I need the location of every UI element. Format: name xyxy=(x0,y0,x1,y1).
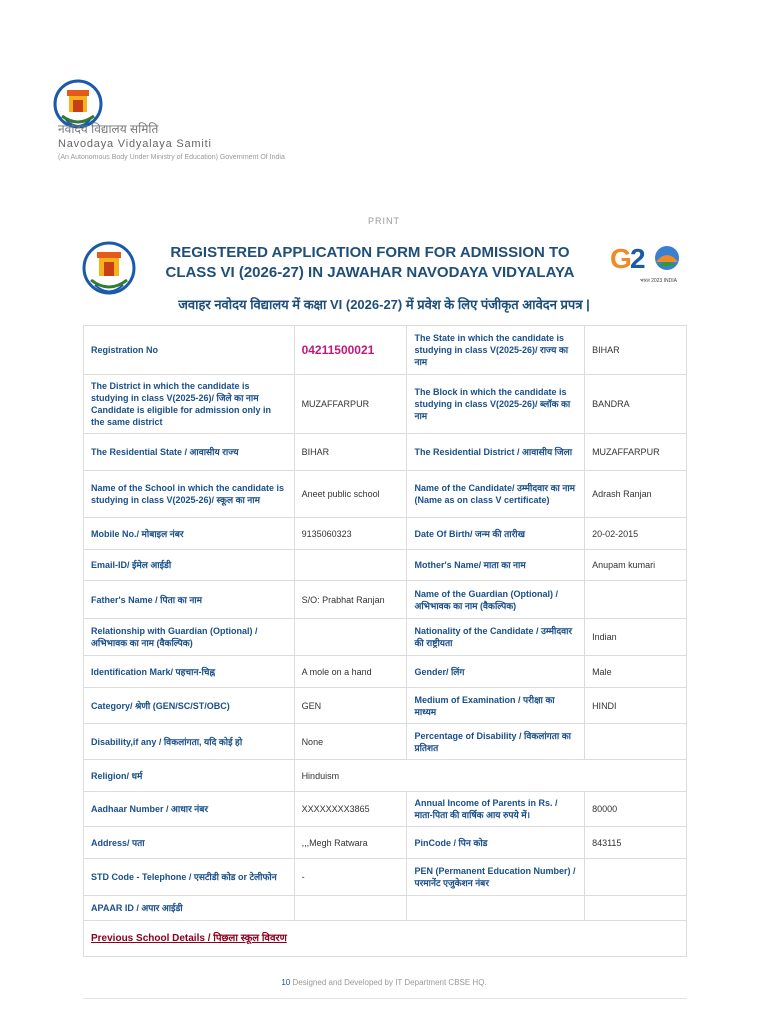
income-label: Annual Income of Parents in Rs. / माता-पिता की वार्षिक आय रुपये में। xyxy=(407,792,585,827)
apaar-label: APAAR ID / अपार आईडी xyxy=(84,896,295,921)
disability-label: Disability,if any / विकलांगता, यदि कोई हो xyxy=(84,724,295,760)
footer-divider xyxy=(83,998,687,999)
income-value: 80000 xyxy=(585,792,687,827)
org-name: Navodaya Vidyalaya Samiti xyxy=(58,138,212,150)
form-title-hindi: जवाहर नवोदय विद्यालय में कक्षा VI (2026-27) में प्रवेश के लिए पंजीकृत आवेदन प्रपत्र | xyxy=(178,297,590,312)
title-line-2: CLASS VI (2026-27) IN JAWAHAR NAVODAYA VIDYALAYA xyxy=(165,264,575,281)
relation-label: Relationship with Guardian (Optional) / अभिभावक का नाम (वैकल्पिक) xyxy=(84,619,295,656)
email-value xyxy=(294,550,407,581)
svg-text:2: 2 xyxy=(630,243,646,274)
candidate-value: Adrash Ranjan xyxy=(585,471,687,518)
disability-value: None xyxy=(294,724,407,760)
mobile-label: Mobile No./ मोबाइल नंबर xyxy=(84,518,295,550)
footer xyxy=(0,978,768,987)
res-district-label: The Residential District / आवासीय जिला xyxy=(407,434,585,471)
registration-number: 04211500021 xyxy=(301,342,375,357)
pen-value xyxy=(585,859,687,896)
address-label: Address/ पता xyxy=(84,827,295,859)
school-label: Name of the School in which the candidate is studying in class V(2025-26)/ स्कूल का नाम xyxy=(84,471,295,518)
print-button[interactable]: PRINT xyxy=(368,216,400,226)
address-value: ,,,Megh Ratwara xyxy=(294,827,407,859)
idmark-label: Identification Mark/ पहचान-चिह्न xyxy=(84,656,295,688)
pincode-value: 843115 xyxy=(585,827,687,859)
table-row xyxy=(84,471,687,518)
table-row xyxy=(84,656,687,688)
pen-label: PEN (Permanent Education Number) / परमानेंट एजुकेशन नंबर xyxy=(407,859,585,896)
svg-text:G: G xyxy=(610,243,632,274)
prev-school-cell xyxy=(84,921,687,957)
district-eligibility-note: Candidate is eligible for admission only in the same district xyxy=(91,405,272,427)
table-row xyxy=(84,375,687,434)
org-subtitle: (An Autonomous Body Under Ministry of Education) Government Of India xyxy=(58,154,285,161)
gender-label: Gender/ लिंग xyxy=(407,656,585,688)
nationality-label: Nationality of the Candidate / उम्मीदवार की राष्ट्रीयता xyxy=(407,619,585,656)
nationality-value: Indian xyxy=(585,619,687,656)
table-row xyxy=(84,581,687,619)
candidate-label: Name of the Candidate/ उम्मीदवार का नाम xyxy=(414,483,576,493)
religion-value: Hinduism xyxy=(294,760,686,792)
pincode-label: PinCode / पिन कोड xyxy=(407,827,585,859)
email-label: Email-ID/ ईमेल आईडी xyxy=(84,550,295,581)
father-label: Father's Name / पिता का नाम xyxy=(84,581,295,619)
std-label: STD Code - Telephone / एसटीडी कोड or टेलीफोन xyxy=(84,859,295,896)
gender-value: Male xyxy=(585,656,687,688)
idmark-value: A mole on a hand xyxy=(294,656,407,688)
form-title-english xyxy=(150,243,590,283)
res-state-label: The Residential State / आवासीय राज्य xyxy=(84,434,295,471)
table-row xyxy=(84,792,687,827)
aadhaar-label: Aadhaar Number / आधार नंबर xyxy=(84,792,295,827)
previous-school-link[interactable]: Previous School Details / पिछला स्कूल विवरण xyxy=(91,933,287,944)
res-district-value: MUZAFFARPUR xyxy=(585,434,687,471)
district-label-cell xyxy=(84,375,295,434)
school-value: Aneet public school xyxy=(294,471,407,518)
g20-logo xyxy=(610,240,690,288)
mother-label: Mother's Name/ माता का नाम xyxy=(407,550,585,581)
g20-subtitle: भारत 2023 INDIA xyxy=(640,278,677,284)
state-label: The State in which the candidate is studying in class V(2025-26)/ राज्य का नाम xyxy=(407,326,585,375)
father-value: S/O: Prabhat Ranjan xyxy=(294,581,407,619)
guardian-label: Name of the Guardian (Optional) / अभिभावक का नाम (वैकल्पिक) xyxy=(407,581,585,619)
registration-value xyxy=(294,326,407,375)
footer-page-number: 10 xyxy=(281,978,291,987)
table-row xyxy=(84,921,687,957)
aadhaar-value: XXXXXXXX3865 xyxy=(294,792,407,827)
state-value: BIHAR xyxy=(585,326,687,375)
table-row xyxy=(84,859,687,896)
apaar-value xyxy=(294,896,407,921)
medium-label: Medium of Examination / परीक्षा का माध्यम xyxy=(407,688,585,724)
block-value: BANDRA xyxy=(585,375,687,434)
disability-pct-value xyxy=(585,724,687,760)
application-table xyxy=(83,325,687,957)
category-value: GEN xyxy=(294,688,407,724)
table-row xyxy=(84,724,687,760)
table-row xyxy=(84,326,687,375)
candidate-label-cell xyxy=(407,471,585,518)
dob-value: 20-02-2015 xyxy=(585,518,687,550)
table-row xyxy=(84,827,687,859)
relation-value xyxy=(294,619,407,656)
mother-value: Anupam kumari xyxy=(585,550,687,581)
table-row xyxy=(84,518,687,550)
religion-label: Religion/ धर्म xyxy=(84,760,295,792)
district-label: The District in which the candidate is studying in class V(2025-26)/ जिले का नाम xyxy=(91,381,259,403)
table-row xyxy=(84,896,687,921)
guardian-value xyxy=(585,581,687,619)
category-label: Category/ श्रेणी (GEN/SC/ST/OBC) xyxy=(84,688,295,724)
disability-pct-label: Percentage of Disability / विकलांगता का प्रतिशत xyxy=(407,724,585,760)
org-name-hindi: नवोदय विद्यालय समिति xyxy=(58,122,159,136)
table-row xyxy=(84,760,687,792)
title-line-1: REGISTERED APPLICATION FORM FOR ADMISSION TO xyxy=(170,244,570,261)
std-value: - xyxy=(294,859,407,896)
mobile-value: 9135060323 xyxy=(294,518,407,550)
footer-text: Designed and Developed by IT Department CBSE HQ. xyxy=(290,978,487,987)
medium-value: HINDI xyxy=(585,688,687,724)
apaar-empty-label xyxy=(407,896,585,921)
table-row xyxy=(84,550,687,581)
dob-label: Date Of Birth/ जन्म की तारीख xyxy=(407,518,585,550)
apaar-empty-value xyxy=(585,896,687,921)
block-label: The Block in which the candidate is studying in class V(2025-26)/ ब्लॉक का नाम xyxy=(407,375,585,434)
table-row xyxy=(84,434,687,471)
res-state-value: BIHAR xyxy=(294,434,407,471)
table-row xyxy=(84,619,687,656)
district-value: MUZAFFARPUR xyxy=(294,375,407,434)
table-row xyxy=(84,688,687,724)
candidate-note: (Name as on class V certificate) xyxy=(414,495,550,505)
registration-label: Registration No xyxy=(84,326,295,375)
